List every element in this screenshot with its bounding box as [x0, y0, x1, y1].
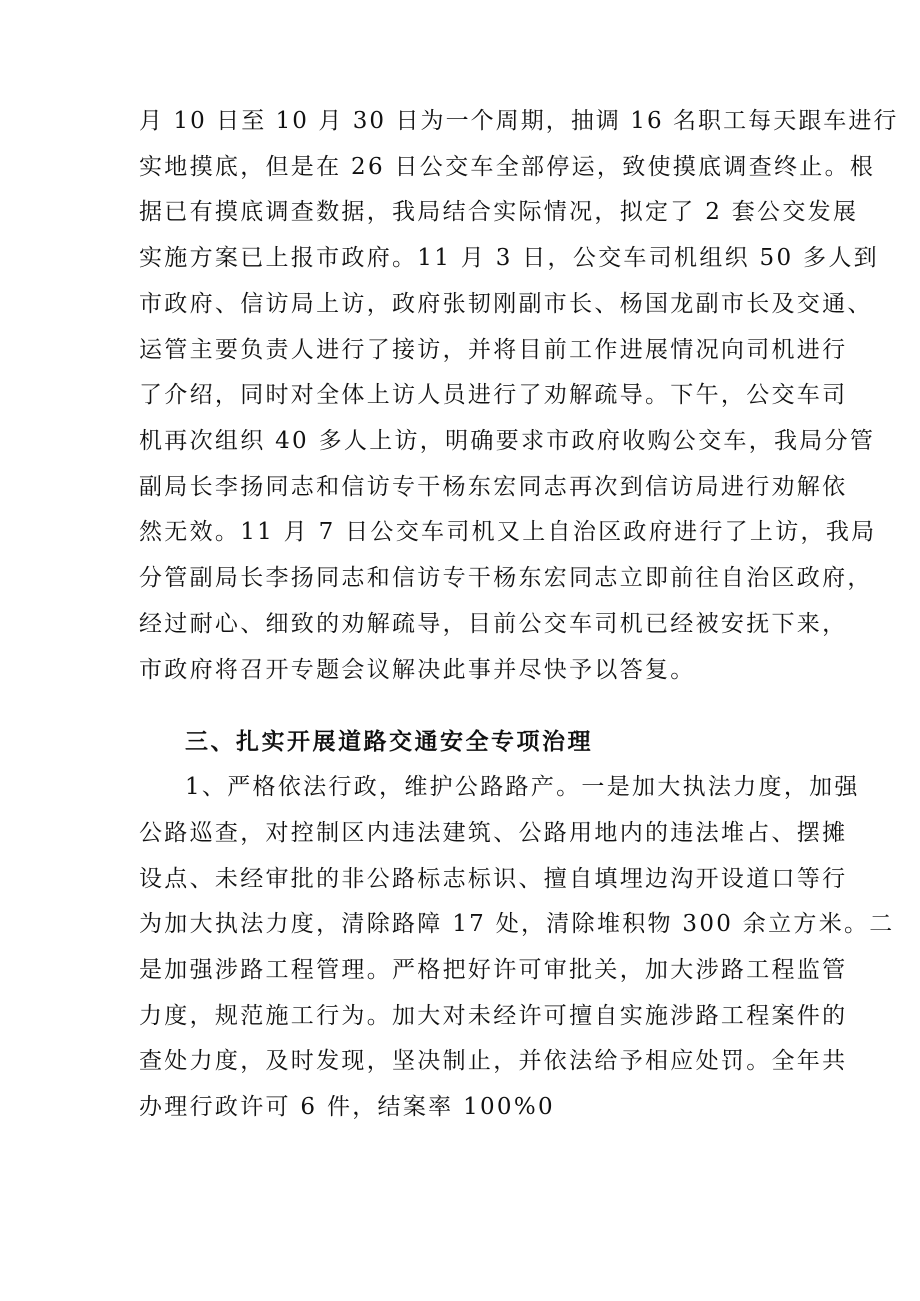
paragraph-line: 市政府、信访局上访，政府张韧刚副市长、杨国龙副市长及交通、: [139, 291, 873, 317]
paragraph-line: 了介绍，同时对全体上访人员进行了劝解疏导。下午，公交车司: [139, 382, 848, 408]
paragraph-line: 运管主要负责人进行了接访，并将目前工作进展情况向司机进行: [139, 337, 848, 363]
paragraph-line: 市政府将召开专题会议解决此事并尽快予以答复。: [139, 657, 696, 683]
paragraph-line: 公路巡查，对控制区内违法建筑、公路用地内的违法堆占、摆摊: [139, 820, 848, 846]
paragraph-line: 力度，规范施工行为。加大对未经许可擅自实施涉路工程案件的: [139, 1003, 848, 1029]
paragraph-line: 据已有摸底调查数据，我局结合实际情况，拟定了 2 套公交发展: [139, 199, 859, 225]
paragraph-line: 1、严格依法行政，维护公路路产。一是加大执法力度，加强: [185, 774, 860, 800]
paragraph-line: 经过耐心、细致的劝解疏导，目前公交车司机已经被安抚下来，: [139, 611, 848, 637]
paragraph-line: 然无效。11 月 7 日公交车司机又上自治区政府进行了上访，我局: [139, 519, 877, 545]
paragraph-line: 设点、未经审批的非公路标志标识、擅自填埋边沟开设道口等行: [139, 866, 848, 892]
paragraph-line: 副局长李扬同志和信访专干杨东宏同志再次到信访局进行劝解依: [139, 474, 848, 500]
paragraph-line: 为加大执法力度，清除路障 17 处，清除堆积物 300 余立方米。二: [139, 911, 895, 937]
paragraph-line: 办理行政许可 6 件，结案率 100%0: [139, 1094, 555, 1120]
paragraph-line: 查处力度，及时发现，坚决制止，并依法给予相应处罚。全年共: [139, 1048, 848, 1074]
paragraph-line: 分管副局长李扬同志和信访专干杨东宏同志立即前往自治区政府，: [139, 565, 873, 591]
paragraph-line: 机再次组织 40 多人上访，明确要求市政府收购公交车，我局分管: [139, 428, 876, 454]
section-heading: 三、扎实开展道路交通安全专项治理: [185, 728, 593, 755]
paragraph-line: 月 10 日至 10 月 30 日为一个周期，抽调 16 名职工每天跟车进行: [139, 108, 899, 134]
paragraph-line: 实地摸底，但是在 26 日公交车全部停运，致使摸底调查终止。根: [139, 154, 876, 180]
paragraph-line: 实施方案已上报市政府。11 月 3 日，公交车司机组织 50 多人到: [139, 245, 879, 271]
paragraph-line: 是加强涉路工程管理。严格把好许可审批关，加大涉路工程监管: [139, 957, 848, 983]
